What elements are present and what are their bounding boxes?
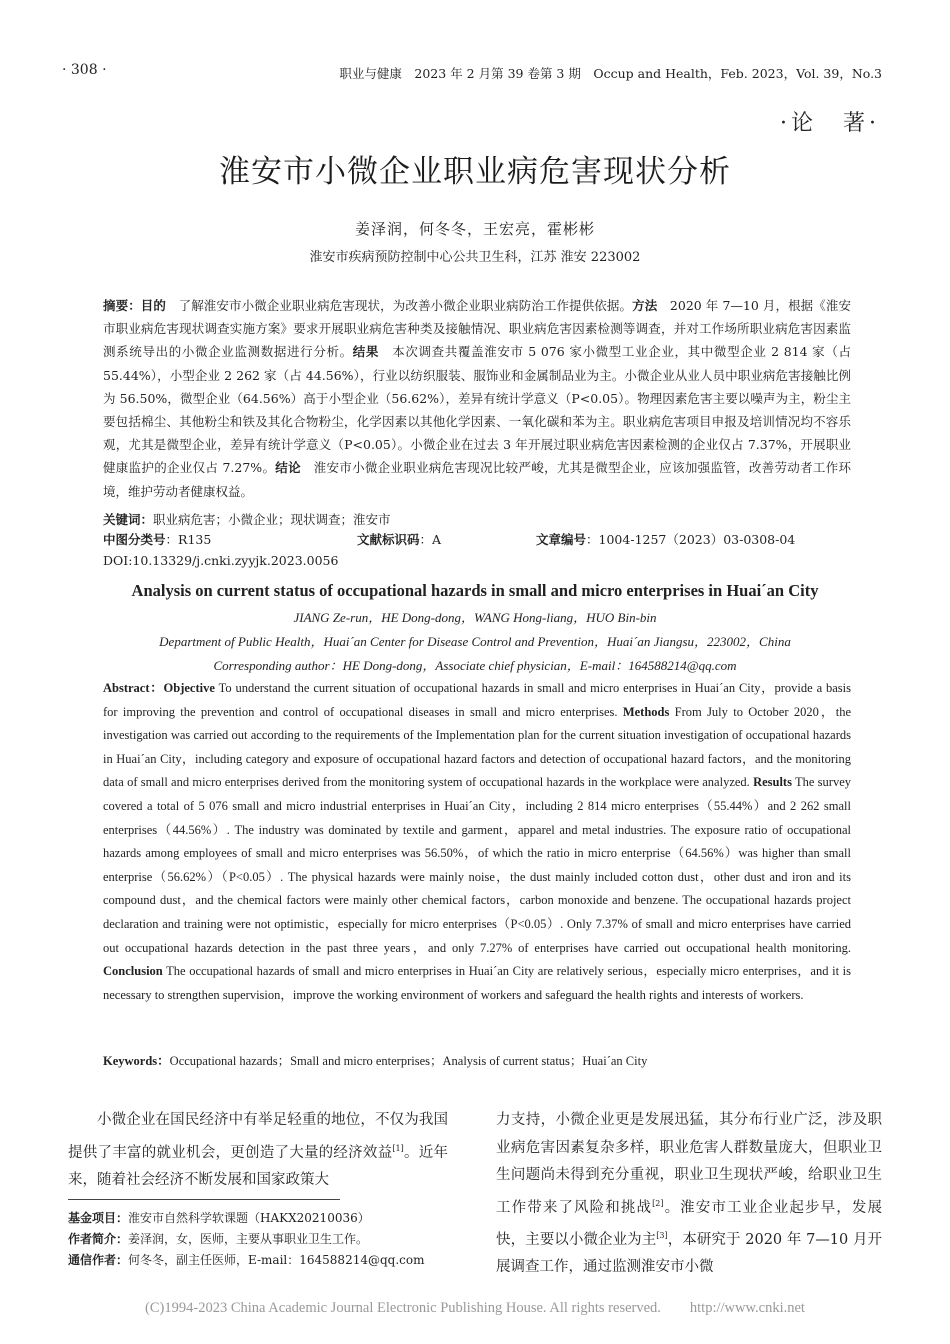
doi: DOI:10.13329/j.cnki.zyyjk.2023.0056	[103, 553, 339, 568]
body-left-text: 小微企业在国民经济中有举足轻重的地位，不仅为我国提供了丰富的就业机会，更创造了大量的经济效益	[68, 1112, 448, 1161]
abstract-cn	[103, 294, 851, 503]
footnote-corresponding	[68, 1250, 424, 1271]
footnote-author	[68, 1229, 424, 1250]
article-number: 文章编号：1004-1257（2023）03-0308-04	[536, 532, 796, 547]
doc-code-value: A	[432, 532, 442, 547]
journal-header: 职业与健康 2023 年 2 月第 39 卷第 3 期 Occup and Health，Feb. 2023，Vol. 39，No.3	[339, 66, 882, 81]
corresponding-label: 通信作者：	[68, 1253, 129, 1267]
keywords-en	[103, 1051, 851, 1069]
authors-en: JIANG Ze-run，HE Dong-dong，WANG Hong-liang，HUO Bin-bin	[293, 610, 657, 625]
fund-text: 淮安市自然科学软课题（HAKX20210036）	[128, 1211, 370, 1225]
corresponding-text: 何冬冬，副主任医师，E-mail：164588214@qq.com	[128, 1253, 425, 1267]
fund-label: 基金项目：	[68, 1211, 129, 1225]
results-label-cn: 结果	[352, 344, 380, 360]
results-label-en: Results	[753, 775, 792, 790]
footnotes	[68, 1208, 424, 1271]
keywords-cn	[103, 508, 851, 531]
objective-label-en: Objective	[163, 681, 215, 695]
objective-text-en: To understand the current situation of occupational hazards in small and micro enterprises in Huai´an City，provide a basis for improving the prevention and control of occupational diseases in small and micro enterprises.	[103, 681, 851, 719]
objective-text-cn: 了解淮安市小微企业职业病危害现状，为改善小微企业职业病防治工作提供依据。	[166, 298, 633, 313]
author-bio-text: 姜泽润，女，医师，主要从事职业卫生工作。	[128, 1232, 369, 1246]
body-column-right	[496, 1107, 882, 1282]
keywords-cn-text: 职业病危害；小微企业；现状调查；淮安市	[153, 512, 391, 527]
methods-label-en: Methods	[622, 704, 670, 719]
page-number: · 308 ·	[62, 62, 107, 78]
citation-ref[interactable]: [3]	[656, 1230, 668, 1240]
body-right-text: ，本研究于 2020 年 7—10 月开展调查工作，通过监测淮安市小微	[496, 1231, 883, 1276]
corresponding-author-en: Corresponding author：HE Dong-dong，Associate chief physician，E-mail：164588214@qq.com	[213, 658, 737, 673]
body-left-text: 。近年来，随着社会经济不断发展和国家政策大	[68, 1144, 449, 1188]
clc-number: 中图分类号：R135	[103, 532, 212, 547]
clc-value: R135	[178, 532, 212, 547]
clc-label: 中图分类号	[103, 532, 166, 547]
body-column-left	[68, 1107, 448, 1194]
methods-label-cn: 方法	[632, 298, 658, 313]
methods-text-cn: 2020 年 7—10 月，根据《淮安市职业病危害现状调查实施方案》要求开展职业病危害种类及接触情况、职业病危害因素检测等调查，并对工作场所职业病危害因素监测系统导出的小微企业监测数据进行分析。	[103, 298, 851, 360]
affiliation-en: Department of Public Health，Huai´an Center for Disease Control and Prevention，Huai´an Jiangsu，223002，China	[159, 634, 791, 649]
classification-row	[103, 530, 863, 552]
abstract-cn-label: 摘要：	[103, 298, 141, 313]
body-right-text: 力支持，小微企业更是发展迅猛，其分布行业广泛，涉及职业病危害因素复杂多样，职业危害人群数量庞大，但职业卫生问题尚未得到充分重视，职业卫生现状严峻，给职业卫生工作带来了风险和挑战	[496, 1112, 882, 1216]
keywords-en-text: Occupational hazards；Small and micro enterprises；Analysis of current status；Huai´an City	[169, 1054, 648, 1068]
copyright-footer: (C)1994-2023 China Academic Journal Electronic Publishing House. All rights reserved. http://www.cnki.net	[145, 1300, 805, 1316]
affiliation-cn: 淮安市疾病预防控制中心公共卫生科，江苏 淮安 223002	[309, 250, 641, 265]
article-title-cn: 淮安市小微企业职业病危害现状分析	[219, 154, 731, 190]
keywords-en-label: Keywords：	[103, 1054, 170, 1068]
article-no-label: 文章编号	[536, 532, 587, 547]
author-bio-label: 作者简介：	[68, 1232, 129, 1246]
doc-code: 文献标识码：A	[357, 532, 442, 547]
article-no-value: 1004-1257（2023）03-0308-04	[598, 532, 796, 547]
footnote-rule	[68, 1199, 340, 1200]
results-text-cn: 本次调查共覆盖淮安市 5 076 家小微型工业企业，其中微型企业 2 814 家（占 55.44%），小型企业 2 262 家（占 44.56%），行业以纺织服装、服饰业和金属制品业为主。小微企业从业人员中职业病危害接触比例为 56.50%，微型企业（64.56%）高于小型企业（56.62%），差异有统计学意义（P<0.05）。物理因素危害主要以噪声为主，粉尘主要包括棉尘、其他粉尘和铁及其化合物粉尘，化学因素以其他化学因素、一氧化碳和苯为主。职业病危害项目申报及培训情况均不容乐观，尤其是微型企业，差异有统计学意义（P<0.05）。小微企业在过去 3 年开展过职业病危害因素检测的企业仅占 7.37%，开展职业健康监护的企业仅占 7.27%。	[103, 344, 851, 476]
abstract-en	[103, 677, 851, 1007]
objective-label-cn: 目的	[140, 298, 166, 313]
footnote-fund	[68, 1208, 424, 1229]
authors-cn: 姜泽润，何冬冬，王宏亮，霍彬彬	[354, 220, 595, 238]
article-title-en: Analysis on current status of occupational hazards in small and micro enterprises in Huai´an City	[131, 581, 819, 600]
conclusion-text-en: The occupational hazards of small and micro enterprises in Huai´an City are relatively serious，especially micro enterprises，and it is necessary to strengthen supervision，improve the working environment of workers and safeguard the health rights and interests of workers.	[103, 964, 851, 1002]
abstract-en-label: Abstract：	[103, 681, 164, 695]
results-text-en: The survey covered a total of 5 076 small and micro industrial enterprises in Huai´an City，including 2 814 micro enterprises（55.44%）and 2 262 small enterprises（44.56%）. The industry was dominated by textile and garment，apparel and metal industries. The exposure ratio of occupational hazards among employees of small and micro enterprises was 56.50%，of which the ratio in micro enterprise（64.56%）was higher than small enterprise（56.62%）（P<0.05）. The physical hazards were mainly noise，the dust mainly included cotton dust，other dust and iron and its compound dust，and the chemical factors were mainly other chemical factors，carbon monoxide and benzene. The occupational hazards project declaration and training were not optimistic，especially for micro enterprises（P<0.05）. Only 7.37% of small and micro enterprises have carried out occupational hazards detection in the past three years，and only 7.27% of enterprises have carried out occupational health monitoring.	[103, 775, 852, 955]
body-right-text: 。淮安市工业企业起步早，发展快，主要以小微企业为主	[496, 1199, 883, 1248]
citation-ref[interactable]: [1]	[392, 1143, 404, 1153]
keywords-cn-label: 关键词：	[103, 512, 154, 527]
doc-code-label: 文献标识码	[357, 532, 420, 547]
conclusion-label-en: Conclusion	[103, 964, 163, 979]
conclusion-text-cn: 淮安市小微企业职业病危害现况比较严峻，尤其是微型企业，应该加强监管，改善劳动者工作环境，维护劳动者健康权益。	[103, 460, 851, 499]
methods-text-en: From July to October 2020，the investigation was carried out according to the requirements of the Implementation plan for the current situation investigation of occupational hazards in Huai´an City，including category and exposure of occupational hazard factors and detection of occupational hazard factors，and the monitoring data of small and micro enterprises derived from the monitoring system of occupational hazards in the workplace were analyzed.	[103, 704, 851, 790]
article-category: ·论 著·	[780, 111, 880, 136]
citation-ref[interactable]: [2]	[652, 1198, 664, 1208]
conclusion-label-cn: 结论	[275, 460, 301, 476]
